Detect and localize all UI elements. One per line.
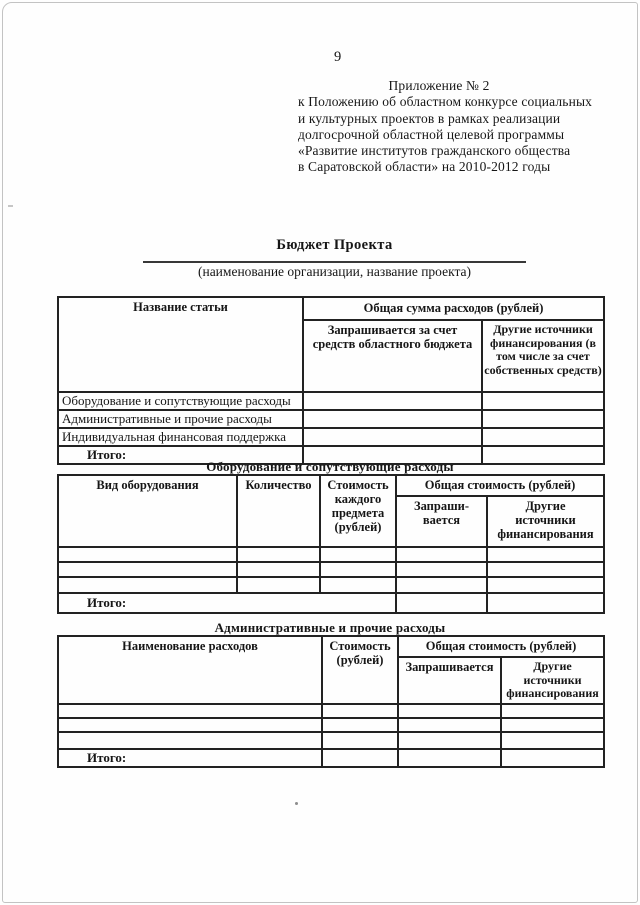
row-label: Оборудование и сопутствующие расходы [58, 392, 303, 410]
empty-cell [482, 392, 604, 410]
empty-cell [396, 593, 487, 613]
appendix-line: к Положению об областном конкурсе социальных [298, 94, 593, 110]
row-label: Индивидуальная финансовая поддержка [58, 428, 303, 446]
empty-cell [322, 718, 398, 732]
other-sources-column-header: Другие источники финансирования [487, 496, 604, 547]
appendix-line: в Саратовской области» на 2010-2012 годы [298, 159, 551, 175]
empty-cell [320, 577, 396, 593]
total-label: Итого: [58, 593, 396, 613]
empty-cell [487, 547, 604, 562]
equipment-table-title: Оборудование и сопутствующие расходы [206, 459, 454, 474]
empty-cell [58, 547, 237, 562]
empty-cell [487, 577, 604, 593]
empty-cell [487, 593, 604, 613]
unit-cost-column-header: Стоимость каждого предмета (рублей) [320, 475, 396, 547]
total-cost-group-header: Общая стоимость (рублей) [398, 636, 604, 657]
budget-heading [143, 237, 526, 280]
empty-cell [58, 577, 237, 593]
scan-artifact [8, 205, 13, 207]
other-sources-column-header: Другие источники финансирования [501, 657, 604, 704]
page-number: 9 [334, 49, 342, 65]
appendix-line: и культурных проектов в рамках реализации [298, 110, 561, 126]
table-row [58, 577, 604, 593]
empty-cell [398, 749, 501, 767]
table-row [58, 547, 604, 562]
appendix-header [298, 78, 602, 176]
table-row [58, 704, 604, 718]
expense-name-column-header: Наименование расходов [58, 636, 322, 704]
table-row [58, 410, 604, 428]
empty-cell [237, 577, 320, 593]
empty-cell [58, 732, 322, 749]
appendix-title: Приложение № 2 [388, 78, 490, 93]
empty-cell [501, 749, 604, 767]
admin-table [57, 635, 605, 768]
empty-cell [398, 732, 501, 749]
empty-cell [303, 410, 482, 428]
empty-cell [237, 562, 320, 577]
empty-cell [501, 718, 604, 732]
total-row [58, 593, 604, 613]
summary-table [57, 296, 605, 465]
empty-cell [501, 704, 604, 718]
empty-cell [322, 704, 398, 718]
empty-cell [58, 704, 322, 718]
empty-cell [396, 547, 487, 562]
empty-cell [398, 704, 501, 718]
total-label: Итого: [58, 446, 303, 464]
total-sum-group-header: Общая сумма расходов (рублей) [303, 297, 604, 320]
appendix-line: «Развитие институтов гражданского общества [298, 143, 571, 159]
empty-cell [396, 562, 487, 577]
empty-cell [487, 562, 604, 577]
empty-cell [58, 718, 322, 732]
table-row [58, 562, 604, 577]
empty-cell [396, 577, 487, 593]
signature-line [143, 261, 526, 263]
requested-column-header: Запрашивается за счет средств областного бюджета [303, 320, 482, 392]
table-header-row [58, 636, 604, 657]
empty-cell [322, 732, 398, 749]
total-cost-group-header: Общая стоимость (рублей) [396, 475, 604, 496]
empty-cell [482, 428, 604, 446]
table-row [58, 392, 604, 410]
requested-column-header: Запраши-вается [396, 496, 487, 547]
table-row [58, 718, 604, 732]
table-header-row [58, 475, 604, 496]
empty-cell [320, 562, 396, 577]
empty-cell [303, 428, 482, 446]
table-row [58, 732, 604, 749]
scan-artifact [295, 802, 298, 805]
table-row [58, 428, 604, 446]
other-sources-column-header: Другие источники финансирования (в том числе за счет собственных средств) [482, 320, 604, 392]
empty-cell [320, 547, 396, 562]
budget-caption: (наименование организации, название проекта) [197, 264, 472, 279]
row-label: Административные и прочие расходы [58, 410, 303, 428]
total-row [58, 749, 604, 767]
cost-column-header: Стоимость (рублей) [322, 636, 398, 704]
equipment-table [57, 474, 605, 614]
empty-cell [303, 392, 482, 410]
empty-cell [501, 732, 604, 749]
article-column-header: Название статьи [58, 297, 303, 392]
quantity-column-header: Количество [237, 475, 320, 547]
equipment-type-column-header: Вид оборудования [58, 475, 237, 547]
empty-cell [58, 562, 237, 577]
empty-cell [398, 718, 501, 732]
empty-cell [322, 749, 398, 767]
table-header-row [58, 297, 604, 320]
admin-table-title: Административные и прочие расходы [214, 620, 446, 635]
budget-title: Бюджет Проекта [276, 237, 393, 253]
total-label: Итого: [58, 749, 322, 767]
appendix-line: долгосрочной областной целевой программы [298, 126, 565, 142]
empty-cell [482, 410, 604, 428]
requested-column-header: Запрашивается [398, 657, 501, 704]
empty-cell [237, 547, 320, 562]
